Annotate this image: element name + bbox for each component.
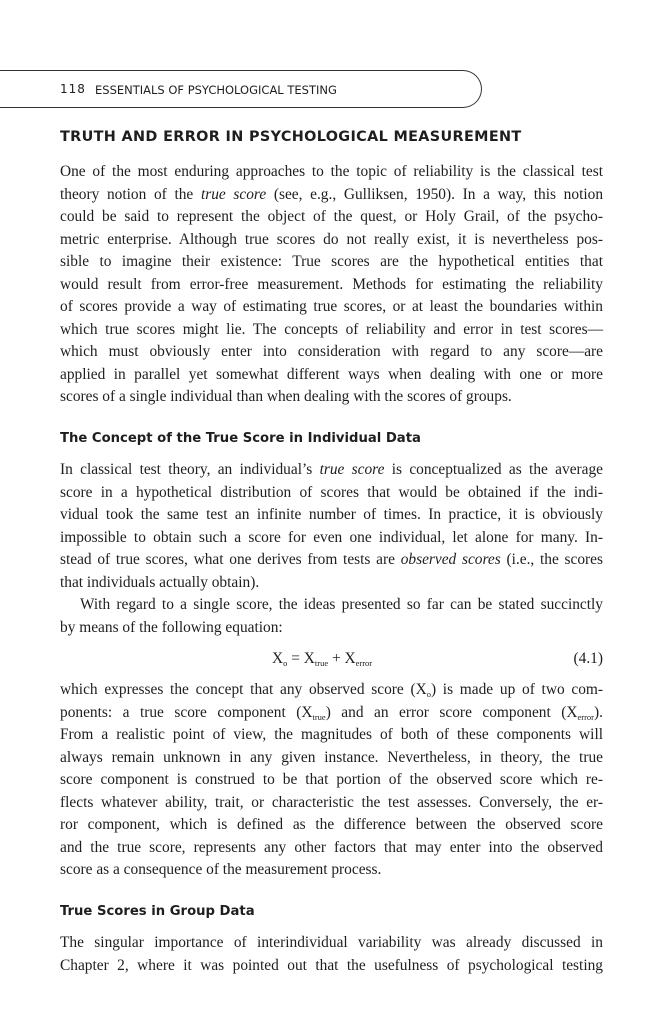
text-line: One of the most enduring approaches to the topic of reliability is the classical test	[60, 163, 603, 180]
intro-paragraph	[60, 161, 603, 409]
text-line: score component is construed to be that portion of the observed score which re-	[60, 771, 603, 788]
text-line: sible to imagine their existence: True scores are the hypothetical entities that	[60, 253, 603, 270]
text-line: applied in parallel yet somewhat different ways when dealing with one or more	[60, 365, 603, 383]
text-line: which true scores might lie. The concepts of reliability and error in test scores—	[60, 320, 603, 338]
text-line: which expresses the concept that any observed score $(X_o)$ is made up of two com-	[60, 681, 603, 699]
paragraph-group-data	[60, 932, 603, 977]
text-line: The singular importance of interindividual variability was already discussed in	[60, 934, 603, 951]
text-line: metric enterprise. Although true scores do not really exist, it is nevertheless pos-	[60, 230, 603, 248]
text-line: With regard to a single score, the ideas presented so far can be stated succinctly	[80, 596, 603, 613]
text-line: ror component, which is defined as the difference between the observed score	[60, 816, 603, 833]
italic-term: observed scores	[400, 551, 501, 568]
text-line: vidual took the same test an infinite number of times. In practice, it is obviously	[60, 506, 603, 523]
text-line: flects whatever ability, trait, or characteristic the test assesses. Conversely, the er-	[60, 793, 603, 811]
text-line: stead of true scores, what one derives from tests are observed scores (i.e., the scores	[60, 551, 603, 568]
paragraph-true-score-definition	[60, 459, 603, 594]
section-heading: TRUTH AND ERROR IN PSYCHOLOGICAL MEASUREMENT	[60, 129, 522, 145]
italic-term: true score	[200, 185, 267, 203]
italic-term: true score	[319, 461, 385, 478]
text-line: would result from error-free measurement. Methods for estimating the reliability	[60, 275, 603, 293]
text-line: of scores provide a way of estimating true scores, or at least the boundaries within	[60, 298, 603, 315]
text-line: by means of the following equation:	[60, 618, 283, 636]
text-line: score as a consequence of the measurement process.	[60, 861, 382, 878]
text-line: scores of a single individual than when dealing with the scores of groups.	[60, 388, 512, 405]
text-line: In classical test theory, an individual’s true score is conceptualized as the average	[60, 461, 604, 478]
equation-number: (4.1)	[573, 650, 603, 667]
text-line: score in a hypothetical distribution of scores that would be obtained if the indi-	[60, 483, 603, 501]
paragraph-equation-explanation	[60, 679, 603, 882]
text-line: and the true score, represents any other factors that may enter into the observed	[60, 838, 603, 856]
text-line: theory notion of the true score (see, e.g., Gulliksen, 1950). In a way, this notion	[60, 185, 604, 203]
text-line: could be said to represent the object of the quest, or Holy Grail, of the psycho-	[60, 208, 603, 225]
subheading-true-scores-group: True Scores in Group Data	[60, 904, 255, 919]
text-line: ponents: a true score component $(X_{true})$ and an error score component $(X_{error})$.	[60, 703, 603, 722]
text-line: that individuals actually obtain).	[60, 573, 260, 591]
text-line: Chapter 2, where it was pointed out that the usefulness of psychological testing	[60, 956, 603, 974]
text-line: which must obviously enter into consideration with regard to any score—are	[60, 343, 603, 360]
running-title: ESSENTIALS OF PSYCHOLOGICAL TESTING	[95, 83, 337, 97]
text-line: From a realistic point of view, the magnitudes of both of these components will	[60, 726, 603, 743]
subheading-true-score-individual: The Concept of the True Score in Individual Data	[60, 431, 421, 446]
page-number: 118	[60, 82, 86, 96]
text-line: always remain unknown in any given instance. Nevertheless, in theory, the true	[60, 748, 603, 766]
equation-body: $X_o = X_{true} + X_{error}$	[272, 650, 373, 668]
equation-4-1	[60, 650, 603, 674]
paragraph-equation-intro	[60, 594, 603, 639]
text-line: impossible to obtain such a score for even one individual, let alone for many. In-	[60, 528, 603, 546]
